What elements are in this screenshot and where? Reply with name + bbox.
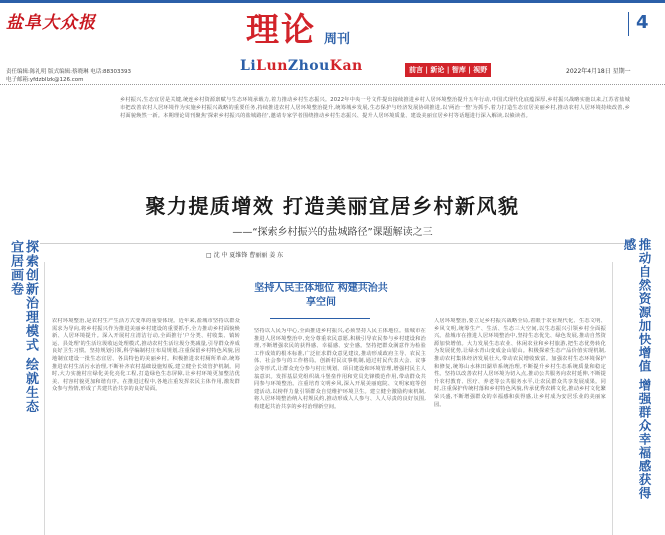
section-pinyin — [240, 58, 363, 74]
section-subtitle: 周刊 — [324, 32, 351, 47]
left-column-rule — [44, 262, 45, 535]
subheadline: ——“探索乡村振兴的盐城路径”课题解读之三 — [232, 227, 433, 238]
headline: 聚力提质增效 打造美丽宜居乡村新风貌 — [145, 194, 520, 218]
page-number: 4 — [636, 12, 649, 33]
right-column-rule — [612, 262, 613, 535]
email-info: 电子邮箱:yfdzbllzk@126.com — [6, 77, 84, 83]
pinyin-zhou: Zhou — [287, 58, 330, 74]
article-column-3: 人居环境整治,要立足乡村振兴战略全局,着眼于农业现代化、生态文明、乡风文明,统筹生产、生活、生态三大空间,以生态振兴引领乡村全面振兴。盐城市在推进人居环境整治中,坚持生态优先、绿色发展,推动自然资源加快增值。大力发展生态农业、休闲农业和乡村旅游,把生态优势转化为发展优势,让绿水青山变成金山银山。积极探索生态产品价值实现机制,推动农村集体经济发展壮大,带动农民增收致富。加强农村生态环境保护和修复,统筹山水林田湖草系统治理,不断提升乡村生态系统质量和稳定性。坚持以改善农村人居环境为切入点,推动公共服务向农村延伸,不断提升农村教育、医疗、养老等公共服务水平,让农民群众共享发展成果。同时,注重保护传统村落和乡村特色风貌,传承优秀农耕文化,推动乡村文化繁荣兴盛,不断增强群众的幸福感和获得感,让乡村成为安居乐业的美丽家园。 — [434, 318, 606, 408]
pinyin-kan: Kan — [329, 58, 363, 74]
lead-paragraph: 乡村振兴,生态宜居是关键,统连乡村资源禀赋与生态环境承载力,着力推动乡村生态振兴。2022年中央一号文件提出接续推进乡村人居环境整治提升五年行动,中国式现代化底蕴深厚,乡村振兴战略实施以来,江苏省盐城市把改善农村人居环境作为实施乡村振兴战略的重要任务,持续推进农村人居环境整治提升,统筹城乡发展,生态保护与经济发展协调推进,以'两治一整'为抓手,着力打造生态宜居美丽乡村,推动农村人居环境持续改善,乡村面貌焕然一新。本期理论周刊聚焦'探索乡村振兴的盐城路径',邀请专家学者围绕推动乡村生态振兴、提升人居环境质量、建设美丽宜居乡村等话题进行深入解读,以飨读者。 — [120, 97, 630, 119]
right-vertical-heading: 推动自然资源加快增值 增强群众幸福感获得感 — [622, 238, 652, 500]
top-blue-rule — [0, 0, 665, 3]
article-column-2: 坚持以人民为中心,全面推进乡村振兴,必须坚持人民主体地位。盐城市在推进人居环境整治中,充分尊重农民意愿,积极引导农民参与乡村建设和治理,不断增强农民的获得感、幸福感、安全感。坚持把群众满意作为检验工作成效的根本标准,广泛征求群众意见建议,推动形成政府主导、农民主体、社会参与的工作格局。创新村民议事机制,通过村民代表大会、议事会等形式,让群众充分参与村庄规划、项目建设和环境管理,增强村民主人翁意识。发挥基层党组织战斗堡垒作用和党员先锋模范作用,带动群众共同参与环境整治。注重培育文明乡风,深入开展美丽庭院、文明家庭等创建活动,以榜样力量引领群众自觉维护环境卫生。建立健全激励约束机制,将人居环境整治纳入村规民约,推动形成人人参与、人人尽责的良好氛围,构建起共治共享的乡村治理新空间。 — [254, 328, 426, 410]
editor-info: 责任编辑:陈礼明 版式编辑:蔡晓琳 电话:88303393 — [6, 69, 132, 75]
column-tags: 前言 | 新论 | 智库 | 视野 — [405, 63, 491, 77]
pinyin-lun: Lun — [256, 58, 288, 74]
byline: □ 沈 中 夏维锋 曹丽丽 姜 东 — [206, 252, 284, 259]
section-title: 理论 — [246, 10, 316, 49]
pinyin-li: Li — [240, 58, 257, 74]
box-heading: 坚持人民主体地位 构建共治共享空间 — [254, 283, 388, 308]
box-heading-bottom-rule — [270, 318, 370, 319]
newspaper-name: 盐阜大众报 — [6, 13, 96, 33]
headline-divider — [40, 243, 625, 244]
issue-date: 2022年4月18日 星期一 — [566, 68, 631, 75]
masthead-divider — [0, 84, 665, 85]
article-column-1: 农村环境整治,是农村生产生活方式变革的重要体现。近年来,盐城市坚持以群众需求为导向,将乡村振兴作为推进美丽乡村建设的重要抓手,全力推动乡村面貌焕新、人居环境提升。深入开展村庄清洁行动,全面推行'户分类、村收集、镇转运、县处理'的生活垃圾收运处理模式,推动农村生活垃圾分类减量,引导群众养成良好卫生习惯。坚持规划引领,科学编制村庄布局规划,注重保留乡村特色风貌,因地制宜建设一批生态宜居、各具特色的美丽乡村。积极推进农村厕所革命,统筹推进农村生活污水治理,不断补齐农村基础设施短板,建立健全长效管护机制。同时,大力实施村庄绿化美化亮化工程,打造绿色生态屏障,让乡村环境更加整洁优美、村容村貌更加和谐有序。在推进过程中,各地注重发挥农民主体作用,激发群众参与热情,形成了共建共治共享的良好局面。 — [52, 318, 240, 393]
left-vertical-heading: 探索创新治理模式 绘就生态宜居画卷 — [8, 240, 38, 414]
page-number-rule — [628, 12, 629, 36]
